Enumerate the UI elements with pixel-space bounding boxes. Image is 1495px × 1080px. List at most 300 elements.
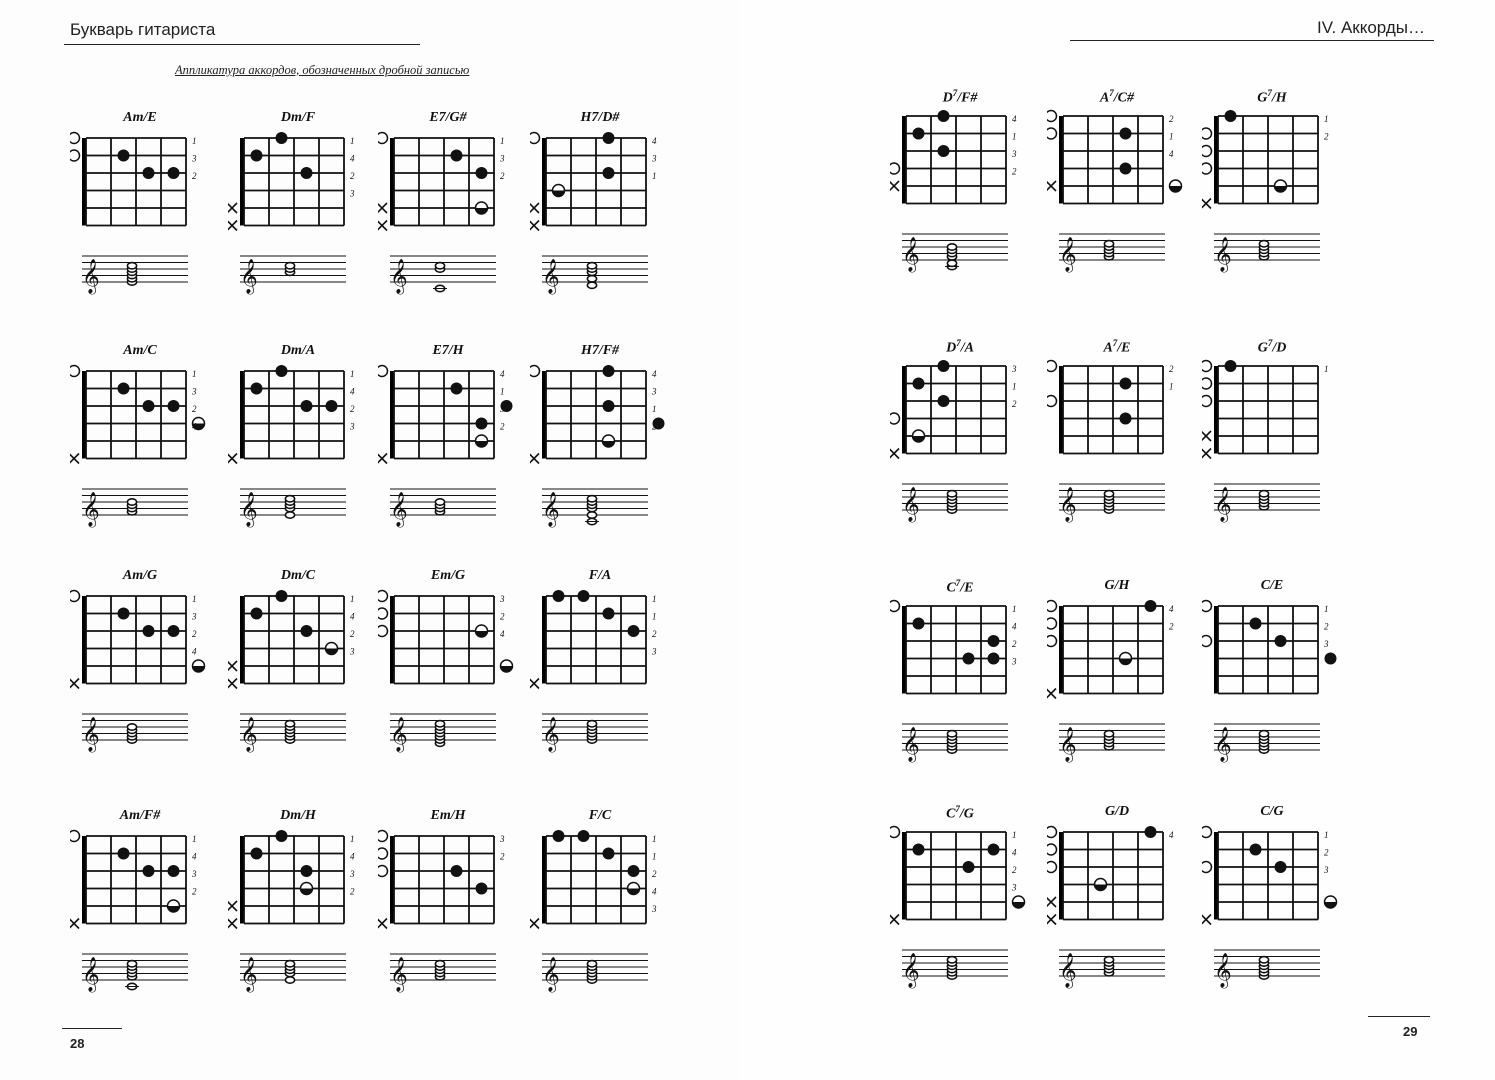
finger-number: 1 (1012, 381, 1017, 392)
open-string-marker (378, 591, 388, 602)
finger-number: 2 (1324, 621, 1329, 632)
chord-e7-g- (378, 110, 518, 310)
chord-h7-f- (530, 343, 670, 543)
chord-c7-e (890, 578, 1030, 778)
finger-number: 3 (1012, 149, 1017, 159)
finger-number: 2 (192, 171, 197, 181)
chord-name: Dm/A (280, 343, 316, 358)
whole-note (435, 961, 444, 967)
finger-number: 2 (350, 404, 355, 414)
finger-number: 1 (192, 369, 197, 379)
finger-number: 2 (500, 851, 505, 862)
finger-dot (301, 625, 313, 637)
finger-number: 1 (652, 851, 657, 862)
finger-number: 2 (1169, 621, 1174, 632)
finger-dot (143, 167, 155, 179)
muted-string-marker (228, 679, 237, 689)
whole-note (587, 496, 596, 502)
chord-name: Em/G (430, 568, 466, 583)
finger-dot (938, 360, 950, 372)
treble-clef-icon: 𝄞 (1059, 727, 1077, 762)
open-string-marker (1047, 601, 1057, 612)
chord-name: G/H (1104, 578, 1130, 593)
chord-name: Am/C (123, 343, 157, 358)
chord-superscript: 7 (955, 804, 960, 814)
chord-name: C/G (1260, 804, 1284, 819)
finger-dot (1250, 844, 1262, 856)
finger-number: 4 (652, 886, 657, 897)
finger-dot (118, 150, 130, 162)
chord-diagram (1202, 804, 1342, 1004)
chord-name: $A^7/E$ (1103, 338, 1131, 356)
page-number: 28 (70, 1036, 85, 1051)
finger-number: 3 (500, 834, 505, 844)
alt-note-marker (193, 660, 205, 672)
finger-dot (1145, 826, 1157, 838)
whole-note (947, 731, 956, 737)
finger-number: 2 (1324, 131, 1329, 142)
open-string-marker (1047, 827, 1057, 838)
chord-name: $C^7/E$ (946, 578, 974, 596)
chord-d7-a (890, 338, 1030, 538)
finger-dot (118, 608, 130, 620)
whole-note (587, 282, 596, 288)
open-string-marker (890, 413, 900, 424)
treble-clef-icon: 𝄞 (542, 717, 560, 752)
chord-name: E7/H (432, 343, 464, 358)
finger-number: 3 (652, 904, 657, 914)
finger-dot (251, 150, 263, 162)
finger-number: 2 (350, 629, 355, 639)
finger-number: 3 (1012, 364, 1017, 374)
finger-dot (118, 383, 130, 395)
muted-string-marker (1047, 915, 1056, 925)
chord-dm-a (228, 343, 368, 543)
finger-dot (251, 608, 263, 620)
whole-note (587, 961, 596, 967)
finger-number: 3 (192, 386, 197, 397)
finger-dot (168, 400, 180, 412)
finger-dot (988, 635, 1000, 647)
finger-number: 1 (350, 136, 355, 146)
muted-string-marker (1202, 449, 1211, 459)
finger-number: 4 (350, 851, 355, 862)
whole-note (285, 721, 294, 727)
alt-note-marker (1013, 896, 1025, 908)
finger-dot (326, 400, 338, 412)
finger-number: 2 (1169, 364, 1174, 374)
open-string-marker (1047, 128, 1057, 139)
chord-superscript: 7 (1267, 88, 1272, 98)
treble-clef-icon: 𝄞 (1214, 953, 1232, 988)
finger-number: 3 (1324, 639, 1329, 649)
muted-string-marker (228, 661, 237, 671)
muted-string-marker (1202, 431, 1211, 441)
finger-dot (938, 145, 950, 157)
chord-diagram (1202, 578, 1342, 778)
chord-name: $A^7/C\#$ (1099, 88, 1135, 106)
finger-dot (1325, 653, 1337, 665)
finger-number: 2 (1012, 639, 1017, 649)
chord-diagram (1047, 88, 1187, 288)
whole-note (285, 961, 294, 967)
whole-note (285, 496, 294, 502)
chord-dm-c (228, 568, 368, 768)
chord-name: C/E (1260, 578, 1284, 593)
whole-note (1259, 957, 1268, 963)
finger-number: 4 (1169, 149, 1174, 159)
whole-note (587, 276, 596, 282)
alt-note-marker (476, 435, 488, 447)
open-string-marker (378, 848, 388, 859)
treble-clef-icon: 𝄞 (902, 487, 920, 522)
finger-dot (1120, 163, 1132, 175)
chord-a7-c- (1047, 88, 1187, 288)
section-subtitle: Аппликатура аккордов, обозначенных дробной записью (175, 63, 470, 77)
chord-name: $C^7/G$ (946, 804, 974, 822)
open-string-marker (70, 150, 80, 161)
chord-superscript: 7 (1109, 88, 1114, 98)
open-string-marker (1202, 361, 1212, 372)
finger-number: 2 (500, 421, 505, 432)
chord-superscript: 7 (952, 88, 958, 98)
finger-dot (251, 848, 263, 860)
finger-dot (603, 167, 615, 179)
open-string-marker (378, 133, 388, 144)
open-string-marker (1202, 862, 1212, 873)
treble-clef-icon: 𝄞 (390, 957, 408, 992)
finger-number: 4 (500, 629, 505, 639)
header-rule (1070, 40, 1434, 41)
finger-number: 4 (1012, 114, 1017, 124)
finger-dot (938, 110, 950, 122)
footer-rule (1368, 1016, 1430, 1017)
finger-dot (1275, 635, 1287, 647)
finger-dot (1275, 861, 1287, 873)
finger-number: 1 (652, 404, 657, 414)
treble-clef-icon: 𝄞 (240, 957, 258, 992)
finger-dot (913, 378, 925, 390)
finger-number: 2 (1324, 847, 1329, 858)
chord-name: $D^7/F\#$ (942, 88, 978, 106)
chord-a7-e (1047, 338, 1187, 538)
finger-dot (1225, 360, 1237, 372)
chord-am-g (70, 568, 210, 768)
chord-g-d (1047, 804, 1187, 1004)
finger-number: 3 (652, 646, 657, 657)
finger-dot (276, 365, 288, 377)
chord-name: G/D (1104, 804, 1130, 819)
chord-name: E7/G# (429, 110, 467, 125)
finger-number: 4 (350, 153, 355, 164)
treble-clef-icon: 𝄞 (82, 259, 100, 294)
finger-dot (451, 383, 463, 395)
chord-diagram (1047, 804, 1187, 1004)
chord-dm-f (228, 110, 368, 310)
chord-diagram (228, 110, 368, 310)
chord-name: $D^7/A$ (946, 338, 974, 356)
alt-note-marker (476, 625, 488, 637)
finger-number: 1 (652, 611, 657, 622)
alt-note-marker (1275, 180, 1287, 192)
chord-g7-h (1202, 88, 1342, 288)
chord-g-h (1047, 578, 1187, 778)
finger-dot (276, 132, 288, 144)
chord-name: $G^7/D$ (1257, 338, 1287, 356)
finger-dot (1120, 413, 1132, 425)
finger-dot (168, 865, 180, 877)
finger-number: 2 (350, 886, 355, 897)
finger-dot (988, 844, 1000, 856)
chord-f-a (530, 568, 670, 768)
finger-dot (451, 865, 463, 877)
chord-name: F/C (588, 808, 612, 823)
finger-dot (168, 167, 180, 179)
chord-am-c (70, 343, 210, 543)
open-string-marker (70, 366, 80, 377)
footer-rule (62, 1028, 122, 1029)
finger-number: 4 (1012, 621, 1017, 632)
finger-number: 1 (1012, 830, 1017, 840)
finger-number: 3 (192, 611, 197, 622)
chord-e7-h (378, 343, 518, 543)
treble-clef-icon: 𝄞 (1059, 953, 1077, 988)
whole-note (127, 263, 136, 269)
alt-note-marker (1120, 653, 1132, 665)
chord-superscript: 7 (1267, 338, 1273, 348)
chord-name: Em/H (430, 808, 466, 823)
chord-h7-d- (530, 110, 670, 310)
chord-c-g (1202, 804, 1342, 1004)
finger-number: 1 (192, 594, 197, 604)
alt-note-marker (168, 900, 180, 912)
finger-number: 2 (1012, 399, 1017, 409)
finger-number: 1 (500, 386, 505, 397)
finger-dot (476, 418, 488, 430)
finger-dot (251, 383, 263, 395)
alt-note-marker (628, 883, 640, 895)
finger-number: 4 (1012, 847, 1017, 858)
muted-string-marker (228, 221, 237, 231)
open-string-marker (1202, 827, 1212, 838)
finger-dot (143, 865, 155, 877)
finger-dot (913, 844, 925, 856)
muted-string-marker (228, 901, 237, 911)
treble-clef-icon: 𝄞 (1059, 487, 1077, 522)
chord-superscript: 7 (956, 338, 961, 348)
muted-string-marker (378, 919, 387, 929)
finger-dot (168, 625, 180, 637)
finger-dot (553, 590, 565, 602)
finger-number: 3 (1012, 656, 1017, 667)
finger-dot (276, 830, 288, 842)
open-string-marker (70, 133, 80, 144)
finger-dot (603, 400, 615, 412)
finger-number: 2 (192, 404, 197, 414)
chord-name: $G^7/H$ (1257, 88, 1287, 106)
finger-dot (301, 400, 313, 412)
muted-string-marker (530, 919, 539, 929)
chord-diagram (70, 568, 210, 768)
chord-diagram (530, 110, 670, 310)
treble-clef-icon: 𝄞 (82, 717, 100, 752)
chord-c-e (1202, 578, 1342, 778)
chord-diagram (228, 343, 368, 543)
finger-dot (578, 590, 590, 602)
finger-number: 1 (1324, 830, 1329, 840)
open-string-marker (1202, 601, 1212, 612)
treble-clef-icon: 𝄞 (542, 957, 560, 992)
muted-string-marker (378, 454, 387, 464)
finger-number: 4 (350, 386, 355, 397)
finger-dot (301, 167, 313, 179)
alt-note-marker (1325, 896, 1337, 908)
finger-dot (938, 395, 950, 407)
chord-diagram (1202, 88, 1342, 288)
muted-string-marker (70, 454, 79, 464)
whole-note (127, 499, 136, 505)
whole-note (1259, 731, 1268, 737)
finger-dot (1145, 600, 1157, 612)
muted-string-marker (890, 181, 899, 191)
open-string-marker (378, 366, 388, 377)
finger-number: 4 (500, 369, 505, 379)
open-string-marker (1202, 146, 1212, 157)
finger-number: 3 (500, 594, 505, 604)
muted-string-marker (530, 454, 539, 464)
finger-dot (1120, 378, 1132, 390)
finger-number: 3 (350, 869, 355, 879)
finger-dot (1225, 110, 1237, 122)
whole-note (947, 260, 956, 266)
chord-em-g (378, 568, 518, 768)
open-string-marker (1047, 618, 1057, 629)
open-string-marker (1202, 163, 1212, 174)
alt-note-marker (1095, 879, 1107, 891)
finger-dot (603, 608, 615, 620)
alt-note-marker (476, 202, 488, 214)
muted-string-marker (530, 203, 539, 213)
running-title: IV. Аккорды… (1317, 18, 1426, 37)
finger-number: 3 (1012, 882, 1017, 893)
chord-diagram (228, 568, 368, 768)
finger-dot (1250, 618, 1262, 630)
chord-name: Am/F# (119, 808, 161, 823)
finger-dot (913, 618, 925, 630)
chord-diagram (1047, 338, 1187, 538)
chord-diagram (1202, 338, 1342, 538)
open-string-marker (890, 601, 900, 612)
finger-number: 2 (652, 869, 657, 879)
treble-clef-icon: 𝄞 (240, 259, 258, 294)
finger-number: 1 (1324, 114, 1329, 124)
whole-note (435, 499, 444, 505)
chord-diagram (890, 578, 1030, 778)
open-string-marker (890, 163, 900, 174)
finger-dot (913, 128, 925, 140)
muted-string-marker (1202, 915, 1211, 925)
alt-note-marker (1170, 180, 1182, 192)
finger-number: 4 (1169, 604, 1174, 614)
chord-g7-d (1202, 338, 1342, 538)
finger-number: 1 (1324, 604, 1329, 614)
whole-note (127, 724, 136, 730)
chord-superscript: 7 (1112, 338, 1118, 348)
muted-string-marker (890, 449, 899, 459)
treble-clef-icon: 𝄞 (240, 492, 258, 527)
chord-name: Am/G (122, 568, 158, 583)
finger-dot (451, 150, 463, 162)
chord-diagram (70, 343, 210, 543)
open-string-marker (378, 831, 388, 842)
finger-number: 2 (1012, 166, 1017, 177)
finger-number: 3 (350, 421, 355, 432)
whole-note (1104, 491, 1113, 497)
open-string-marker (1202, 128, 1212, 139)
finger-number: 1 (500, 136, 505, 146)
running-title: Букварь гитариста (70, 20, 216, 39)
finger-number: 2 (350, 171, 355, 181)
muted-string-marker (530, 679, 539, 689)
finger-number: 2 (652, 629, 657, 639)
open-string-marker (378, 866, 388, 877)
alt-note-marker (501, 660, 513, 672)
finger-dot (276, 590, 288, 602)
alt-note-marker (326, 643, 338, 655)
treble-clef-icon: 𝄞 (390, 717, 408, 752)
treble-clef-icon: 𝄞 (902, 727, 920, 762)
open-string-marker (1047, 862, 1057, 873)
alt-note-marker (603, 435, 615, 447)
finger-dot (988, 653, 1000, 665)
finger-dot (143, 625, 155, 637)
chord-d7-f- (890, 88, 1030, 288)
treble-clef-icon: 𝄞 (902, 953, 920, 988)
finger-number: 4 (350, 611, 355, 622)
treble-clef-icon: 𝄞 (1214, 237, 1232, 272)
chord-c7-g (890, 804, 1030, 1004)
chord-diagram (378, 110, 518, 310)
finger-dot (476, 167, 488, 179)
finger-dot (578, 830, 590, 842)
finger-number: 1 (652, 171, 657, 181)
whole-note (1104, 957, 1113, 963)
open-string-marker (530, 133, 540, 144)
finger-number: 3 (500, 404, 505, 414)
treble-clef-icon: 𝄞 (390, 259, 408, 294)
whole-note (285, 263, 294, 269)
finger-dot (963, 861, 975, 873)
open-string-marker (70, 831, 80, 842)
whole-note (947, 957, 956, 963)
whole-note (1259, 491, 1268, 497)
header-rule (64, 44, 420, 45)
finger-number: 3 (652, 386, 657, 397)
open-string-marker (1047, 396, 1057, 407)
treble-clef-icon: 𝄞 (542, 259, 560, 294)
finger-dot (301, 865, 313, 877)
treble-clef-icon: 𝄞 (82, 957, 100, 992)
open-string-marker (378, 626, 388, 637)
whole-note (285, 977, 294, 983)
muted-string-marker (70, 679, 79, 689)
finger-dot (118, 848, 130, 860)
open-string-marker (530, 366, 540, 377)
whole-note (587, 263, 596, 269)
finger-number: 1 (192, 136, 197, 146)
chord-diagram (378, 808, 518, 1008)
finger-number: 3 (652, 153, 657, 164)
